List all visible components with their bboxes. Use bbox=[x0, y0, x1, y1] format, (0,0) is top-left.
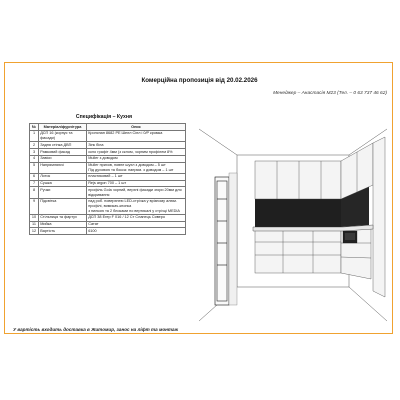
row-material: Ручки bbox=[39, 187, 87, 198]
row-material: Завіси bbox=[39, 155, 87, 162]
row-description: Сатат bbox=[87, 221, 186, 228]
row-material: Задня стінка ДВП bbox=[39, 142, 87, 149]
row-num: 12 bbox=[30, 228, 39, 235]
document-footer-note: У вартість входить доставка в Житомир, занос на ліфт та монтаж bbox=[13, 327, 178, 332]
row-material: Сушка bbox=[39, 180, 87, 187]
table-row bbox=[30, 187, 186, 198]
table-row bbox=[30, 198, 186, 214]
kitchen-render-image bbox=[197, 127, 389, 323]
document-title: Комерційна пропозиція від 20.02.2026 bbox=[141, 77, 258, 84]
header-num: № bbox=[30, 124, 39, 131]
table-row bbox=[30, 130, 186, 141]
row-description: ДСП 38 Егер F 016 / 12 Ст Сланець Сиверо bbox=[87, 214, 186, 221]
spec-header-row bbox=[30, 124, 186, 131]
header-material: Матеріал/фурнітура bbox=[39, 124, 87, 131]
spec-table bbox=[29, 123, 186, 235]
row-description: Muller з доводом bbox=[87, 155, 186, 162]
table-row bbox=[30, 162, 186, 173]
table-row bbox=[30, 180, 186, 187]
row-description: Кронспан 8682 PE Шелл Сінл і 0/P кромка bbox=[87, 130, 186, 141]
row-description: пластиковий – 1 шт bbox=[87, 173, 186, 180]
row-num: 6 bbox=[30, 173, 39, 180]
table-row bbox=[30, 221, 186, 228]
table-row bbox=[30, 173, 186, 180]
header-description: Опис bbox=[87, 124, 186, 131]
row-material: Лоток bbox=[39, 173, 87, 180]
row-material: Напрямляючі bbox=[39, 162, 87, 173]
table-row bbox=[30, 142, 186, 149]
table-row bbox=[30, 214, 186, 221]
document-frame bbox=[4, 62, 393, 334]
row-description: скло графіт 4мм (з склом, чорним профілем 8% bbox=[87, 148, 186, 155]
row-description: Muller прихов, повне шухл з доводом – 5 шт Під духовою та бокса: напрям. з доводом – 1 шт bbox=[87, 162, 186, 173]
row-num: 11 bbox=[30, 221, 39, 228]
manager-contact: Менеджер – Анастасія М23 (Тел. – 0 63 737 46 62) bbox=[273, 91, 387, 96]
row-description: Rejs argon 700 – 1 шт bbox=[87, 180, 186, 187]
table-row bbox=[30, 228, 186, 235]
table-row bbox=[30, 155, 186, 162]
row-num: 4 bbox=[30, 155, 39, 162]
row-num: 7 bbox=[30, 180, 39, 187]
row-num: 9 bbox=[30, 198, 39, 214]
row-description: профіль Gola чорний, верхні фасади згори 20мм для відкривання bbox=[87, 187, 186, 198]
row-num: 2 bbox=[30, 142, 39, 149]
row-material: Стільниця та фартух bbox=[39, 214, 87, 221]
row-num: 1 bbox=[30, 130, 39, 141]
row-description: 6100 bbox=[87, 228, 186, 235]
row-description: Зінк біла bbox=[87, 142, 186, 149]
row-material: ДСП 16 (корпус та фасади) bbox=[39, 130, 87, 141]
row-num: 8 bbox=[30, 187, 39, 198]
row-num: 10 bbox=[30, 214, 39, 221]
row-num: 5 bbox=[30, 162, 39, 173]
row-description: над роб. поверхнею LED-стрічка у врізному алюм. профілі, вимикач-кнопка з пилкою та 2 блоками по вертикалі у стрічці MEDIA bbox=[87, 198, 186, 214]
row-material: Вартість bbox=[39, 228, 87, 235]
row-material: Мийка bbox=[39, 221, 87, 228]
row-material: Рамковий фасад bbox=[39, 148, 87, 155]
table-row bbox=[30, 148, 186, 155]
spec-title: Специфікація – Кухня bbox=[75, 114, 133, 120]
row-material: Підсвітка bbox=[39, 198, 87, 214]
row-num: 3 bbox=[30, 148, 39, 155]
